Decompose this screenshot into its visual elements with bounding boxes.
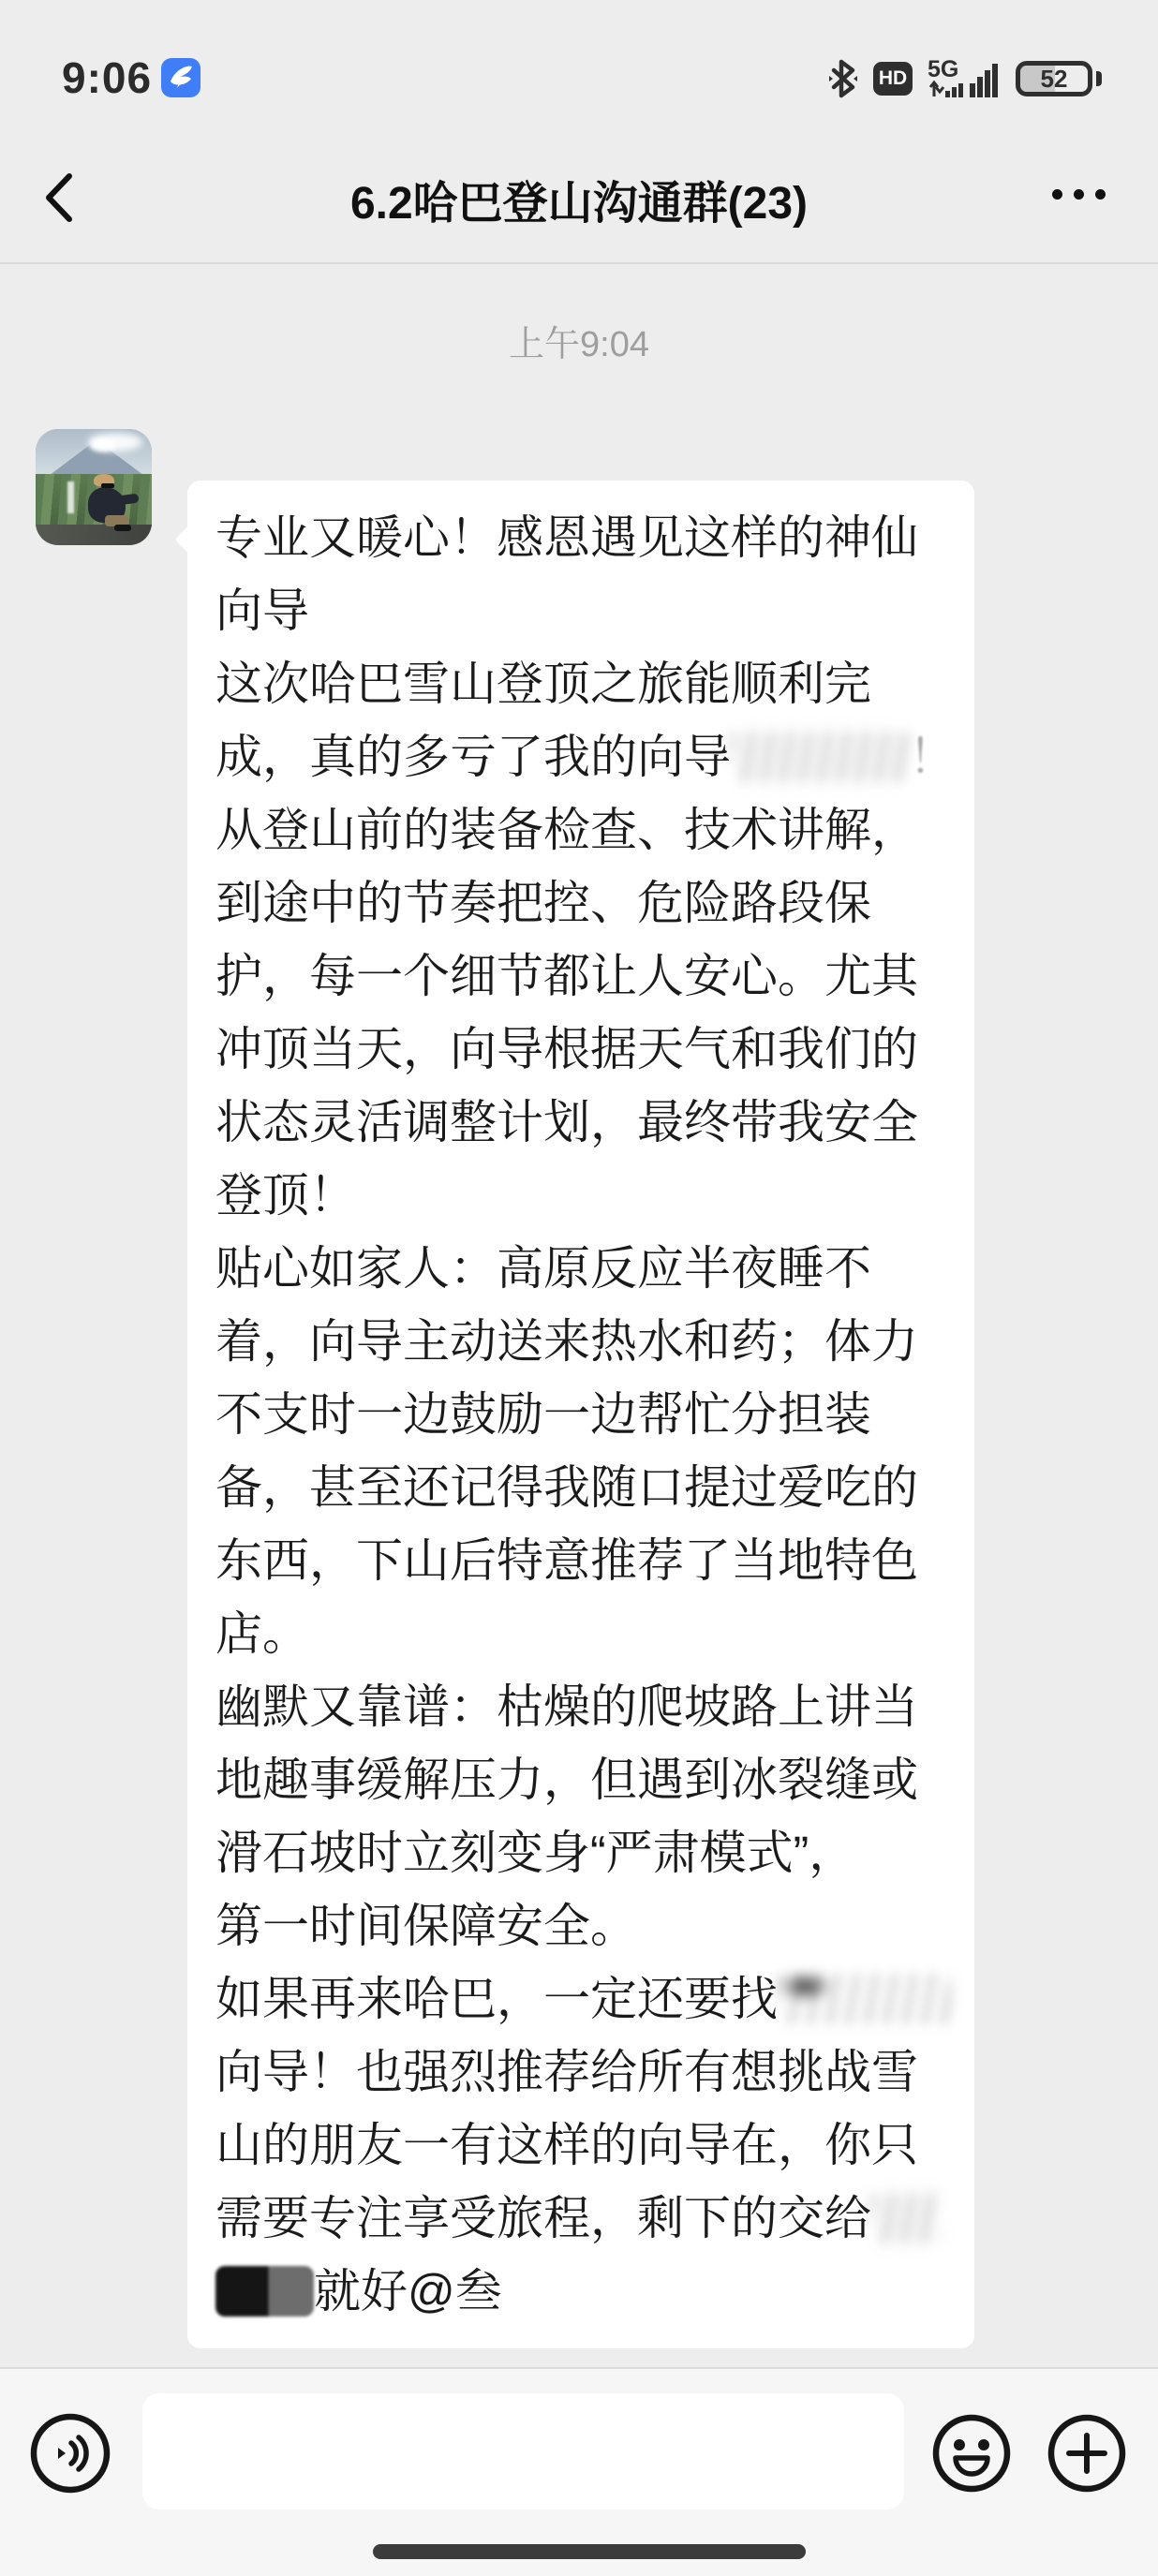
message-bubble[interactable] [187,481,974,2348]
message-line [215,1962,946,2036]
message-line [215,1524,946,1597]
message-text: 就好@叁 [314,2265,502,2317]
attach-button[interactable] [1047,2413,1127,2494]
message-text: 贴心如家人：高原反应半夜睡不 [215,1242,871,1295]
message-line [215,647,946,720]
message-text: 山的朋友一有这样的向导在，你只 [215,2119,918,2171]
more-button[interactable] [1052,189,1106,200]
message-input[interactable] [142,2393,904,2509]
message-line [215,720,956,793]
sender-avatar[interactable] [36,429,152,545]
message-line [215,1305,946,1378]
message-text: 到途中的节奏把控、危险路段保 [215,877,871,929]
message-text: 专业又暖心！感恩遇见这样的神仙 [215,511,918,564]
message-text: 这次哈巴雪山登顶之旅能顺利完 [215,658,871,710]
message-line [215,2255,946,2328]
voice-icon [30,2413,111,2494]
message-text: 护，每一个细节都让人安心。尤其 [215,950,918,1002]
message-timestamp: 上午9:04 [509,325,649,364]
message-line [215,940,946,1013]
message-text: 状态灵活调整计划，最终带我安全 [215,1096,918,1148]
faint-text: ！ [909,731,956,783]
voice-input-button[interactable] [30,2413,111,2494]
message-line [215,1743,946,1816]
message-line [215,2036,946,2109]
message-line [215,866,946,940]
message-line [215,1889,946,1962]
message-text: 备，甚至还记得我随口提过爱吃的 [215,1461,918,1514]
avatar-waterfall [67,481,74,513]
message-line [215,574,946,647]
nav-bar [0,131,1158,264]
battery-percent: 52 [1040,64,1068,93]
message-line [215,1378,946,1451]
clock-time: 9:06 [62,53,153,102]
message-text: 着，向导主动送来热水和药；体力 [215,1315,918,1368]
message-text: 需要专注享受旅程，剩下的交给 [215,2192,871,2244]
bluetooth-icon [827,59,859,98]
message-text: 幽默又靠谱：枯燥的爬坡路上讲当 [215,1680,918,1733]
hd-badge: HD [873,62,913,96]
message-text: 地趣事缓解压力，但遇到冰裂缝或 [215,1754,918,1806]
status-icons [827,56,1102,101]
more-dots-icon [1052,189,1062,200]
message-line [215,1013,946,1086]
message-line [215,2109,946,2182]
message-line [215,1597,946,1670]
message-text: 店。 [215,1607,309,1660]
message-line [215,1816,946,1889]
battery-indicator [1016,61,1092,96]
message-text: 登顶！ [215,1169,356,1221]
message-text: 从登山前的装备检查、技术讲解， [215,804,918,856]
chat-title: 6.2哈巴登山沟通群(23) [349,179,809,229]
message-text: 向导 [215,585,309,637]
emoji-smiley-icon [931,2413,1012,2494]
message-text: 冲顶当天，向导根据天气和我们的 [215,1023,918,1075]
message-line [215,1159,946,1232]
message-line [215,1086,946,1159]
battery-nub [1096,71,1102,86]
dingtalk-wing-icon [161,58,200,97]
redacted-blur [731,732,909,782]
message-text: 东西，下山后特意推荐了当地特色 [215,1534,918,1587]
message-text: 成，真的多亏了我的向导 [215,731,731,783]
network-5g-label: 5G [928,59,959,82]
message-line [215,793,946,866]
message-text: 滑石坡时立刻变身“严肃模式”， [215,1827,856,1879]
message-line [215,1451,946,1524]
message-text: 如果再来哈巴，一定还要找 [215,1973,778,2025]
home-indicator[interactable] [373,2544,806,2559]
redacted-blur [871,2193,942,2243]
message-text: 不支时一边鼓励一边帮忙分担装 [215,1388,871,1441]
redacted-black [215,2266,314,2317]
message-line [215,1232,946,1305]
message-text: 向导！也强烈推荐给所有想挑战雪 [215,2046,918,2098]
dual-sim-signal-bars [927,59,1002,98]
message-line [215,1670,946,1743]
emoji-button[interactable] [931,2413,1012,2494]
message-text: 第一时间保障安全。 [215,1900,637,1952]
plus-icon [1047,2413,1127,2494]
status-bar [0,0,1158,131]
message-line [215,2182,946,2255]
redacted-blur-dark [778,1974,951,2024]
message-line [215,501,946,574]
